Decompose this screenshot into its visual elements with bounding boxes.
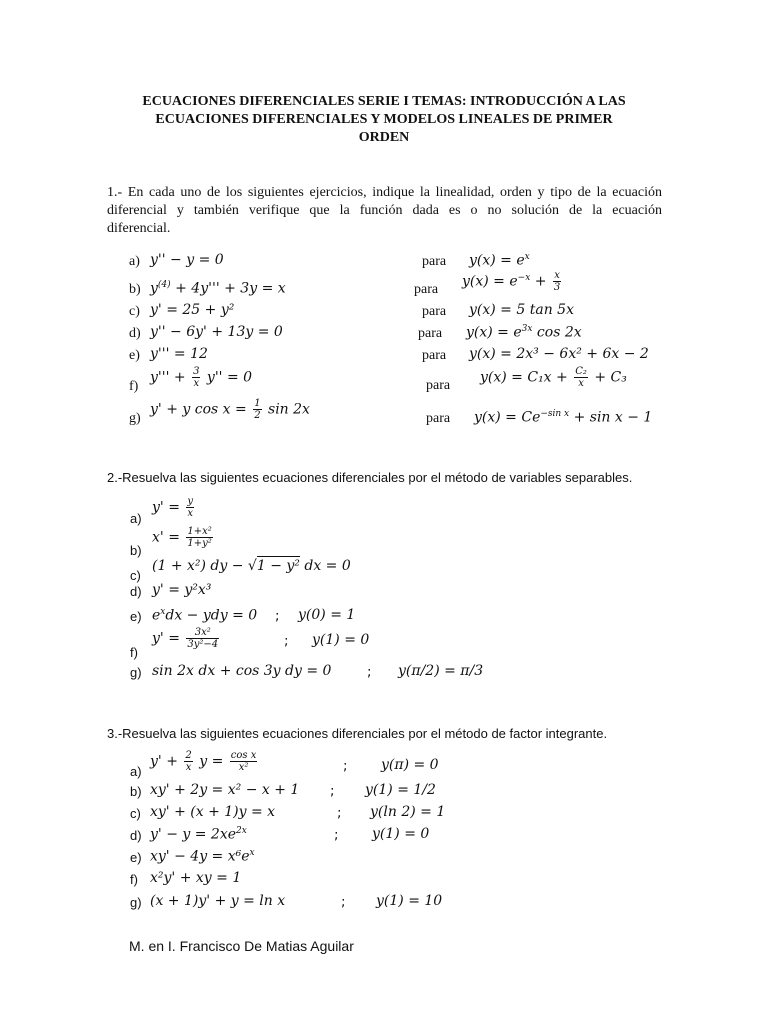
document-title [110, 93, 658, 147]
s3-item-d-equation: $y' - y = 2xe^{2x}$ [150, 826, 247, 843]
s1-item-b-para: para [414, 282, 439, 297]
s3-item-a-condition: y(π) = 0 [381, 757, 439, 773]
s1-item-d-para: para [418, 326, 443, 341]
s1-item-g-para: para [426, 411, 451, 426]
s1-item-e-label: e) [129, 348, 140, 363]
s3-item-c-label: c) [130, 806, 141, 821]
s1-item-f-equation: y''' + $\frac{3}{x}$ y'' = 0 [150, 366, 253, 389]
section-1-instructions [107, 184, 662, 238]
s1-item-e-solution: y(x) = 2x³ − 6x² + 6x − 2 [469, 346, 649, 362]
s1-item-c-solution: y(x) = 5 tan 5x [469, 302, 574, 318]
s1-item-b-solution: $y(x) = e^{-x}$ + $\frac{x}{3}$ [462, 270, 561, 293]
s3-item-b-separator: ; [330, 783, 335, 799]
title-line-3: ORDEN [358, 130, 410, 145]
s2-item-a-equation: y' = $\frac{y}{x}$ [152, 496, 194, 519]
s1-item-a-equation: y'' − y = 0 [150, 252, 224, 268]
s2-item-g-equation: sin 2x dx + cos 3y dy = 0 [152, 663, 332, 679]
s2-item-e-equation: $e^xdx$ − ydy = 0 [152, 607, 258, 624]
section-1-line-3: diferencial. [107, 221, 171, 236]
s2-item-d-label: d) [130, 584, 142, 599]
s3-item-e-label: e) [130, 850, 142, 865]
s3-item-e-equation: $xy' - 4y = x^6e^x$ [150, 848, 255, 865]
section-1-line-1: 1.- En cada uno de los siguientes ejercicios, indique la linealidad, orden y tipo de la ecuación [107, 185, 662, 200]
s2-item-g-separator: ; [367, 664, 372, 680]
s3-item-f-equation: x²y' + xy = 1 [150, 870, 242, 886]
s1-item-b-equation: $y^{(4)} + 4y''' + 3y = x$ [150, 280, 286, 297]
s2-item-b-label: b) [130, 543, 142, 558]
s2-item-e-condition: y(0) = 1 [298, 607, 356, 623]
s1-item-d-label: d) [129, 326, 141, 341]
section-1-line-2: diferencial y también verifique que la función dada es o no solución de la ecuación [107, 203, 662, 218]
s1-item-c-label: c) [129, 304, 140, 319]
section-2-heading: 2.-Resuelva las siguientes ecuaciones diferenciales por el método de variables separables. [107, 470, 633, 485]
title-line-2: ECUACIONES DIFERENCIALES Y MODELOS LINEALES DE PRIMER [155, 112, 613, 127]
s1-item-a-solution: $y(x) = e^x$ [469, 252, 530, 269]
s1-item-f-solution: y(x) = C₁x + $\frac{\text{C₂}}{x}$ + C₃ [480, 366, 627, 389]
s3-item-b-label: b) [130, 784, 142, 799]
title-line-1: ECUACIONES DIFERENCIALES SERIE I TEMAS: INTRODUCCIÓN A LAS [142, 94, 626, 109]
s1-item-b-label: b) [129, 282, 141, 297]
s3-item-d-condition: y(1) = 0 [372, 826, 430, 842]
s1-item-d-solution: $y(x) = e^{3x}$ cos 2x [466, 324, 582, 341]
s3-item-a-label: a) [130, 764, 142, 779]
s3-item-g-label: g) [130, 895, 142, 910]
s2-item-f-label: f) [130, 645, 138, 660]
s1-item-d-equation: y'' − 6y' + 13y = 0 [150, 324, 283, 340]
s3-item-a-separator: ; [343, 758, 348, 774]
section-3-heading: 3.-Resuelva las siguientes ecuaciones diferenciales por el método de factor integrante. [107, 726, 608, 741]
s3-item-g-condition: y(1) = 10 [376, 893, 443, 909]
s3-item-f-label: f) [130, 872, 138, 887]
s3-item-g-equation: (x + 1)y' + y = ln x [150, 893, 286, 909]
s2-item-f-equation: y' = $\frac{\text{3x²}}{\text{3y²−4}}$ [152, 627, 219, 650]
s3-item-d-label: d) [130, 828, 142, 843]
s2-item-e-label: e) [130, 609, 142, 624]
s1-item-c-equation: y' = 25 + y² [150, 302, 235, 318]
s1-item-g-equation: y' + y cos x = $\frac{1}{2}$ sin 2x [150, 398, 310, 421]
s3-item-b-condition: y(1) = 1/2 [365, 782, 436, 798]
s3-item-a-equation: y' + $\frac{2}{x}$ y = $\frac{\text{cos x}}{\text{x²}}$ [150, 750, 257, 773]
s2-item-b-equation: x' = $\frac{\text{1+x²}}{\text{1+y²}}$ [152, 526, 212, 549]
s3-item-b-equation: xy' + 2y = x² − x + 1 [150, 782, 300, 798]
s1-item-a-para: para [422, 254, 447, 269]
s3-item-g-separator: ; [341, 894, 346, 910]
s2-item-c-equation: (1 + x²) dy − √1 − y² dx = 0 [152, 558, 351, 574]
s1-item-f-label: f) [129, 379, 139, 394]
s1-item-e-equation: y''' = 12 [150, 346, 208, 362]
s1-item-e-para: para [422, 348, 447, 363]
s2-item-c-label: c) [130, 568, 141, 583]
s2-item-g-condition: y(π/2) = π/3 [398, 663, 484, 679]
author-signature: M. en I. Francisco De Matias Aguilar [129, 938, 354, 954]
s2-item-d-equation: y' = y²x³ [152, 582, 212, 598]
s3-item-c-condition: y(ln 2) = 1 [370, 804, 446, 820]
s1-item-g-label: g) [129, 411, 141, 426]
s1-item-f-para: para [426, 378, 451, 393]
s1-item-g-solution: $y(x) = Ce^{-sin x} + \sin x - 1$ [474, 409, 653, 426]
s1-item-c-para: para [422, 304, 447, 319]
s2-item-g-label: g) [130, 665, 142, 680]
s3-item-c-separator: ; [337, 805, 342, 821]
s2-item-f-condition: y(1) = 0 [312, 632, 370, 648]
s2-item-f-separator: ; [284, 633, 289, 649]
s3-item-c-equation: xy' + (x + 1)y = x [150, 804, 276, 820]
s2-item-e-separator: ; [275, 608, 280, 624]
s3-item-d-separator: ; [334, 827, 339, 843]
s2-item-a-label: a) [130, 511, 142, 526]
s1-item-a-label: a) [129, 254, 140, 269]
